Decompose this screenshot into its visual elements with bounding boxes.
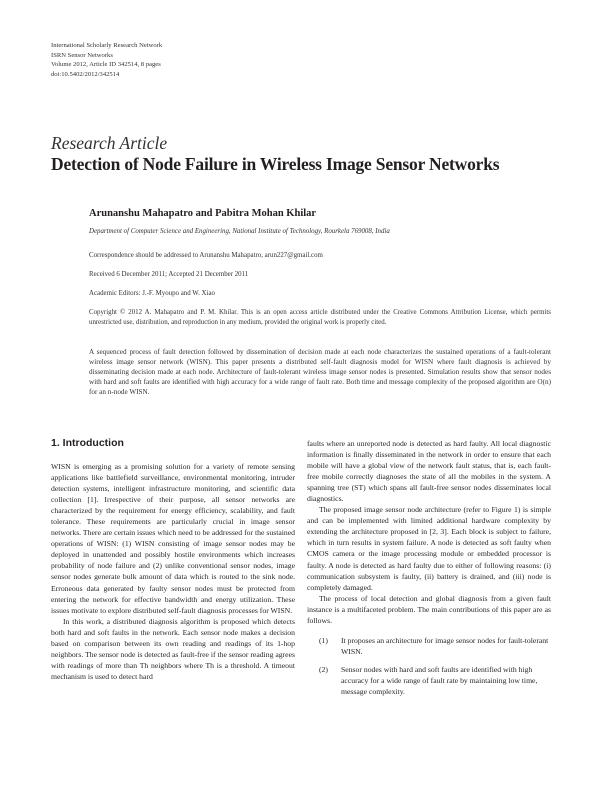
list-number: (1) [319, 635, 328, 645]
list-item [307, 635, 551, 657]
article-type: Research Article [51, 133, 168, 153]
list-number: (2) [319, 664, 328, 674]
contributions-list [307, 635, 551, 697]
section-heading: 1. Introduction [51, 437, 124, 449]
paragraph: The proposed image sensor node architecture (refer to Figure 1) is simple and can be implemented with limited additional hardware complexity by extending the architecture proposed in [2, 3]. Each block is subject to failure, which in turn results in system failure. A node is detected as soft faulty when CMOS camera or the image processing module or embedded processor is faulty. A node is detected as hard faulty due to either of following reasons: (i) communication subsystem is faulty, (ii) battery is drained, and (iii) node is completely damaged. [307, 505, 551, 592]
authors: Arunanshu Mahapatro and Pabitra Mohan Khilar [89, 208, 317, 219]
journal-header [51, 41, 162, 79]
list-text: It proposes an architecture for image sensor nodes for fault-tolerant WISN. [341, 635, 549, 656]
journal-name: International Scholarly Research Network [51, 42, 163, 49]
dates: Received 6 December 2011; Accepted 21 December 2011 [89, 271, 249, 278]
copyright: Copyright © 2012 A. Mahapatro and P. M. Khilar. This is an open access article distributed under the Creative Commons Attribution License, which permits unrestricted use, distribution, and reproduction in any medium, provided the original work is properly cited. [89, 309, 551, 326]
right-column [307, 438, 551, 704]
paragraph: WISN is emerging as a promising solution for a variety of remote sensing applications like battlefield surveillance, environmental monitoring, intruder detection systems, intelligent infrastructure monitoring, and scientific data collection [1]. Irrespective of their purpose, all sensor networks are characterized by the requirement for energy efficiency, scalability, and fault tolerance. These requirements are particularly crucial in image sensor networks. There are certain issues which need to be addressed for the sustained operations of WISN: (1) WISN consisting of image sensor nodes may be deployed in unattended and possibly hostile environments which increases probability of node failure and (2) unlike conventional sensor nodes, image sensor nodes generate bulk amount of data which is routed to the sink node. Erroneous data generated by faulty sensor nodes must be protected from entering the network for effective bandwidth and energy utilization. These issues motivate to explore distributed self-fault diagnosis processes for WISN. [51, 462, 295, 615]
journal-doi: doi:10.5402/2012/342514 [51, 70, 120, 78]
journal-volume: Volume 2012, Article ID 342514, 8 pages [51, 61, 161, 69]
abstract: A sequenced process of fault detection followed by dissemination of decision made at each node characterizes the sustained operations of a fault-tolerant wireless image sensor network (WISN). This paper presents a distributed self-fault diagnosis model for WISN where fault diagnosis is achieved by disseminating decision made at each node. Architecture of fault-tolerant wireless image sensor nodes is presented. Simulation results show that sensor nodes with hard and soft faults are identified with high accuracy for a wide range of fault rate. Both time and message complexity of the proposed algorithm are O(n) for an n-node WISN. [89, 348, 551, 397]
left-column [51, 461, 295, 682]
list-text: Sensor nodes with hard and soft faults are identified with high accuracy for a wide range of fault rate by maintaining low time, message complexity. [341, 664, 538, 696]
paragraph: In this work, a distributed diagnosis algorithm is proposed which detects both hard and soft faults in the network. Each sensor node makes a decision based on comparison between its own reading and readings of its 1-hop neighbors. The sensor node is detected as fault-free if the sensor reading agrees with readings of more than Th neighbors where Th is a threshold. A timeout mechanism is used to detect hard [51, 616, 295, 681]
paragraph: The process of local detection and global diagnosis from a given fault instance is a multifaceted problem. The main contributions of this paper are as follows. [307, 593, 551, 625]
affiliation: Department of Computer Science and Engineering, National Institute of Technology, Rourkela 769008, India [89, 228, 390, 235]
list-item [307, 664, 551, 697]
correspondence: Correspondence should be addressed to Arunanshu Mahapatro, arun227@gmail.com [89, 252, 323, 259]
journal-title: ISRN Sensor Networks [51, 51, 113, 59]
academic-editors: Academic Editors: J.-F. Myoupo and W. Xiao [89, 290, 215, 297]
paragraph: faults where an unreported node is detected as hard faulty. All local diagnostic information is finally disseminated in the network in order to ensure that each mobile will have a global view of the network fault status, that is, each fault-free mobile correctly diagnoses the state of all the mobiles in the system. A spanning tree (ST) which spans all fault-free sensor nodes disseminates local diagnostics. [307, 439, 551, 504]
paper-title: Detection of Node Failure in Wireless Image Sensor Networks [51, 154, 500, 174]
